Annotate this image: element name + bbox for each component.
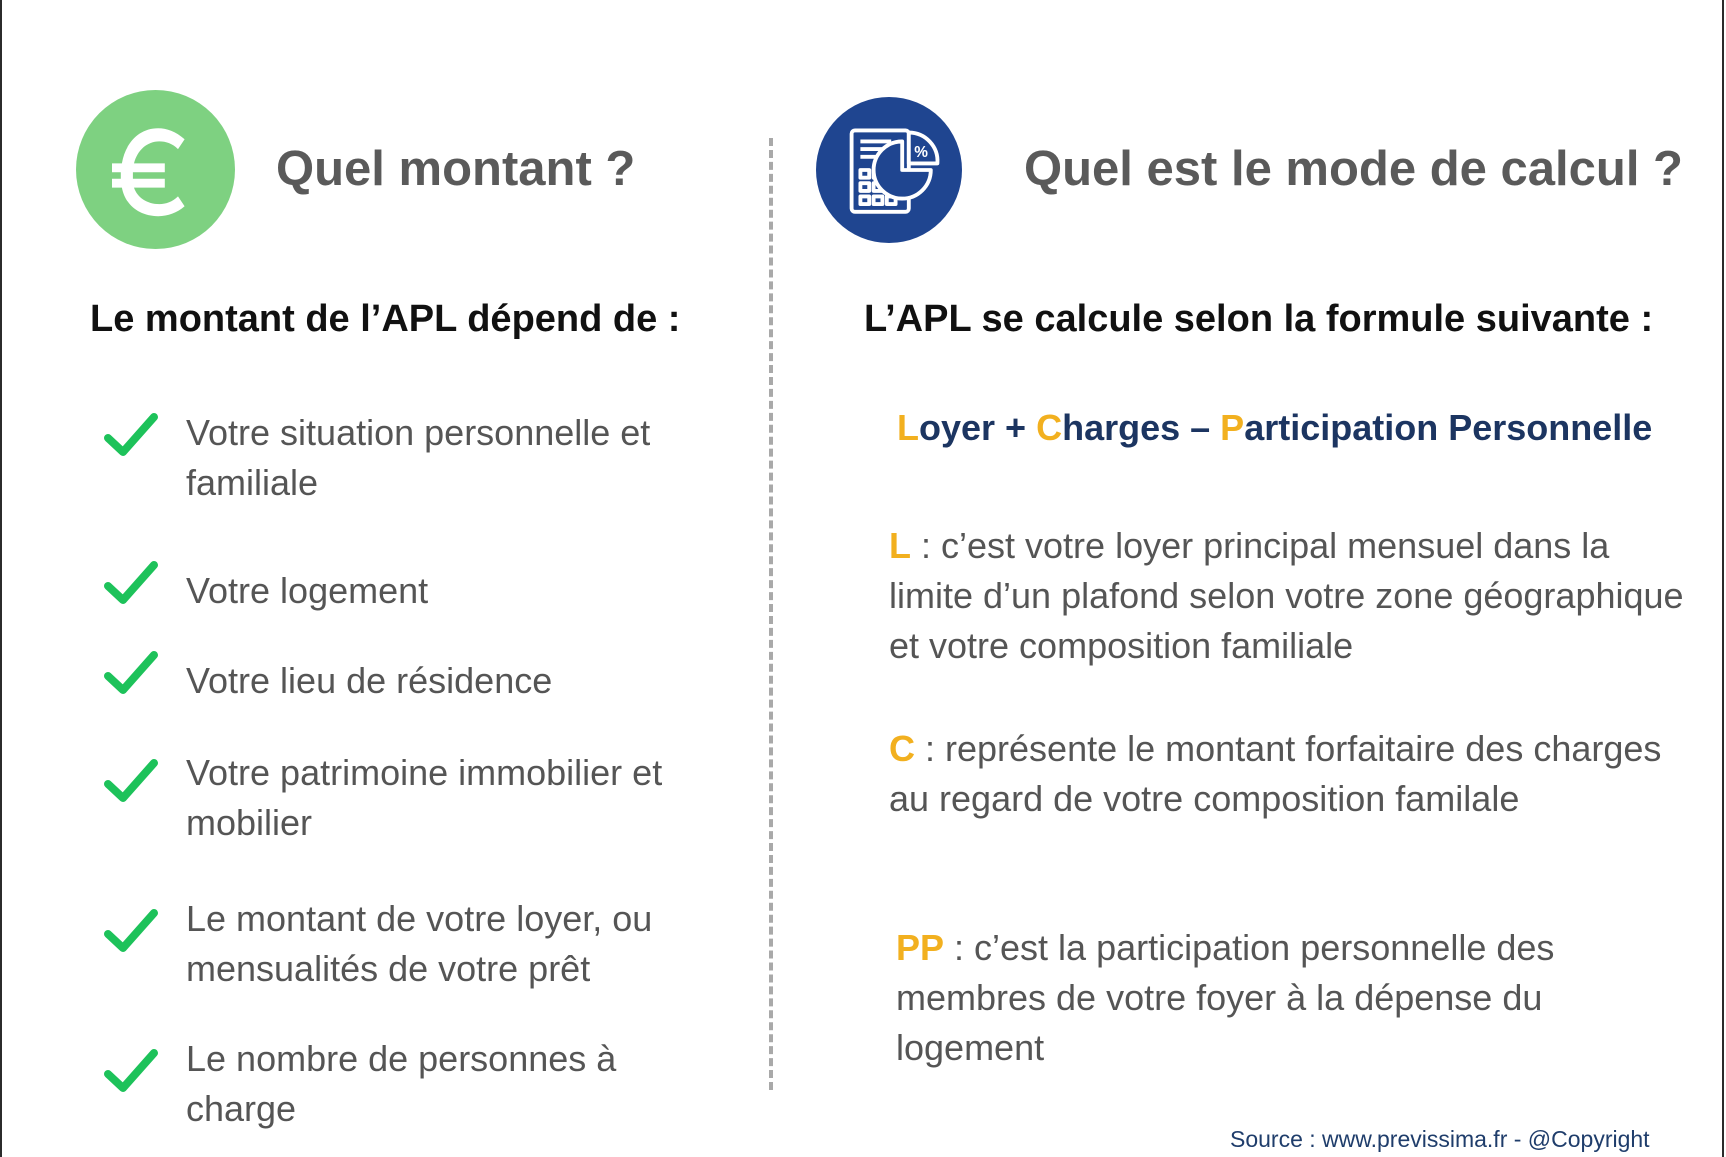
formula-p-rest: articipation Personnelle bbox=[1244, 407, 1653, 448]
definition-key: L bbox=[889, 525, 911, 566]
list-item-text: Votre patrimoine immobilier et mobilier bbox=[186, 752, 663, 843]
euro-icon bbox=[76, 90, 235, 249]
definition-c bbox=[889, 724, 1689, 824]
right-subtitle: L’APL se calcule selon la formule suivante : bbox=[864, 298, 1654, 340]
right-title: Quel est le mode de calcul ? bbox=[1024, 142, 1683, 196]
definition-pp bbox=[896, 923, 1696, 1073]
definition-l bbox=[889, 521, 1704, 671]
source-credit: Source : www.previssima.fr - @Copyright bbox=[1230, 1126, 1650, 1152]
check-icon bbox=[104, 650, 158, 696]
list-item-text: Votre lieu de résidence bbox=[186, 660, 553, 701]
list-item-text: Votre logement bbox=[186, 570, 429, 611]
svg-text:%: % bbox=[914, 143, 928, 161]
formula-c-rest: harges bbox=[1062, 407, 1181, 448]
left-subtitle: Le montant de l’APL dépend de : bbox=[90, 298, 681, 340]
check-icon bbox=[104, 908, 158, 954]
formula bbox=[897, 407, 1653, 448]
check-icon bbox=[104, 758, 158, 804]
calculator-percent-icon bbox=[816, 97, 962, 243]
left-title: Quel montant ? bbox=[276, 142, 636, 196]
definition-text: : c’est votre loyer principal mensuel dans la limite d’un plafond selon votre zone géographique et votre composition familiale bbox=[889, 525, 1704, 666]
list-item-text: Le nombre de personnes à charge bbox=[186, 1038, 617, 1129]
formula-l-initial: L bbox=[897, 407, 919, 448]
list-item-text: Votre situation personnelle et familiale bbox=[186, 412, 651, 503]
formula-c-initial: C bbox=[1036, 407, 1063, 448]
definition-text: : c’est la participation personnelle des membres de votre foyer à la dépense du logement bbox=[896, 927, 1555, 1068]
formula-minus: – bbox=[1180, 407, 1221, 448]
definition-key: PP bbox=[896, 927, 945, 968]
check-icon bbox=[104, 412, 158, 458]
definition-key: C bbox=[889, 728, 915, 769]
formula-p-initial: P bbox=[1220, 407, 1245, 448]
check-icon bbox=[104, 560, 158, 606]
column-divider bbox=[769, 138, 773, 1090]
formula-plus: + bbox=[995, 407, 1037, 448]
check-icon bbox=[104, 1048, 158, 1094]
formula-l-rest: oyer bbox=[919, 407, 996, 448]
list-item-text: Le montant de votre loyer, ou mensualités de votre prêt bbox=[186, 898, 653, 989]
definition-text: : représente le montant forfaitaire des charges au regard de votre composition familale bbox=[889, 728, 1662, 819]
